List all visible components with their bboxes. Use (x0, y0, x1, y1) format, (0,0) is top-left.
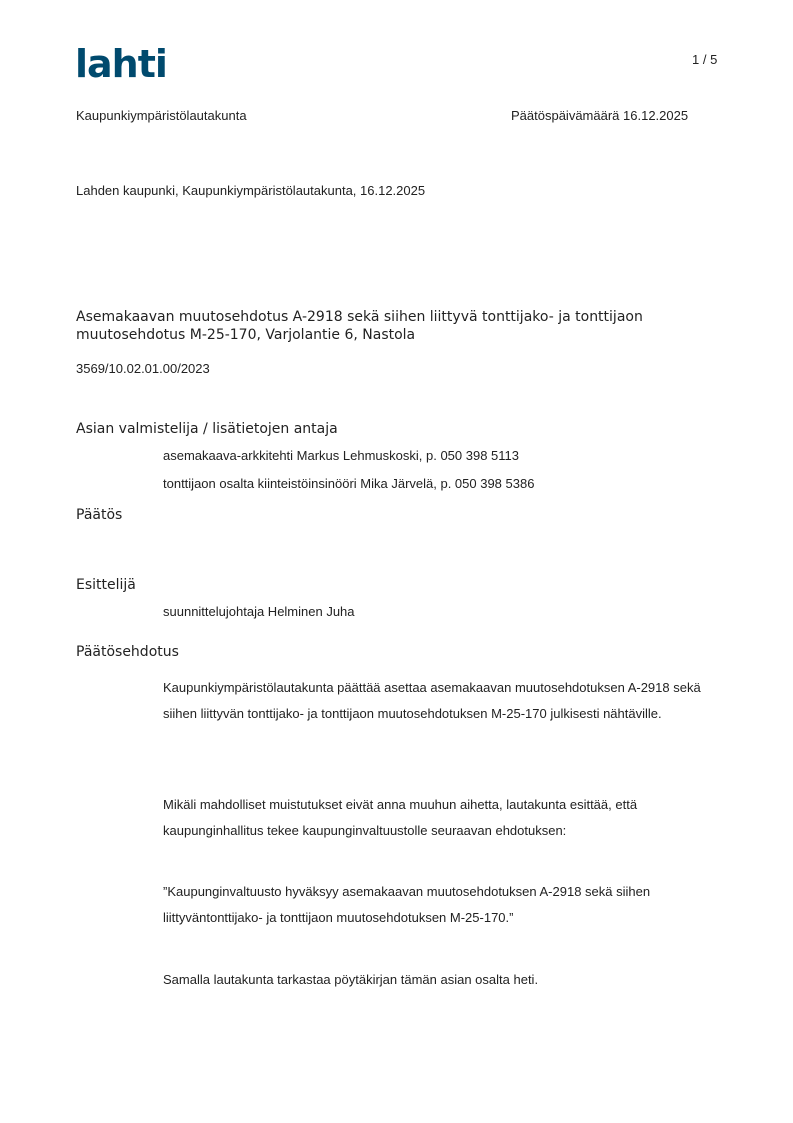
page-indicator: 1 / 5 (692, 52, 718, 67)
lahti-logo: lahti (75, 42, 167, 86)
proposal-paragraph: Samalla lautakunta tarkastaa pöytäkirjan tämän asian osalta heti. (163, 972, 539, 987)
proposal-paragraph: ”Kaupunginvaltuusto hyväksyy asemakaavan muutosehdotuksen A-2918 sekä siihen liittyväntonttijako- ja tonttijaon muutosehdotuksen M-25-170.” (163, 884, 651, 925)
presenter-heading: Esittelijä (76, 577, 136, 593)
proposal-paragraph: Mikäli mahdolliset muistutukset eivät anna muuhun aihetta, lautakunta esittää, että kaupunginhallitus tekee kaupunginvaltuustolle seuraavan ehdotuksen: (163, 797, 638, 838)
preparer-line: tonttijaon osalta kiinteistöinsinööri Mika Järvelä, p. 050 398 5386 (163, 476, 535, 491)
preparer-line: asemakaava-arkkitehti Markus Lehmuskoski, p. 050 398 5113 (163, 448, 520, 463)
case-number: 3569/10.02.01.00/2023 (76, 361, 210, 376)
decision-date: Päätöspäivämäärä 16.12.2025 (511, 108, 689, 123)
meeting-line: Lahden kaupunki, Kaupunkiympäristölautakunta, 16.12.2025 (76, 183, 426, 198)
decision-heading: Päätös (76, 507, 123, 523)
title-line-2: muutosehdotus M-25-170, Varjolantie 6, Nastola (76, 327, 416, 343)
board-name: Kaupunkiympäristölautakunta (76, 108, 247, 123)
proposal-paragraph: Kaupunkiympäristölautakunta päättää asettaa asemakaavan muutosehdotuksen A-2918 sekä siihen liittyvän tonttijako- ja tonttijaon muutosehdotuksen M-25-170 julkisesti nähtäville. (163, 680, 701, 721)
proposal-heading: Päätösehdotus (76, 644, 179, 660)
title-line-1: Asemakaavan muutosehdotus A-2918 sekä siihen liittyvä tonttijako- ja tonttijaon (76, 309, 643, 325)
presenter-name: suunnittelujohtaja Helminen Juha (163, 604, 355, 619)
preparer-heading: Asian valmistelija / lisätietojen antaja (76, 421, 338, 437)
